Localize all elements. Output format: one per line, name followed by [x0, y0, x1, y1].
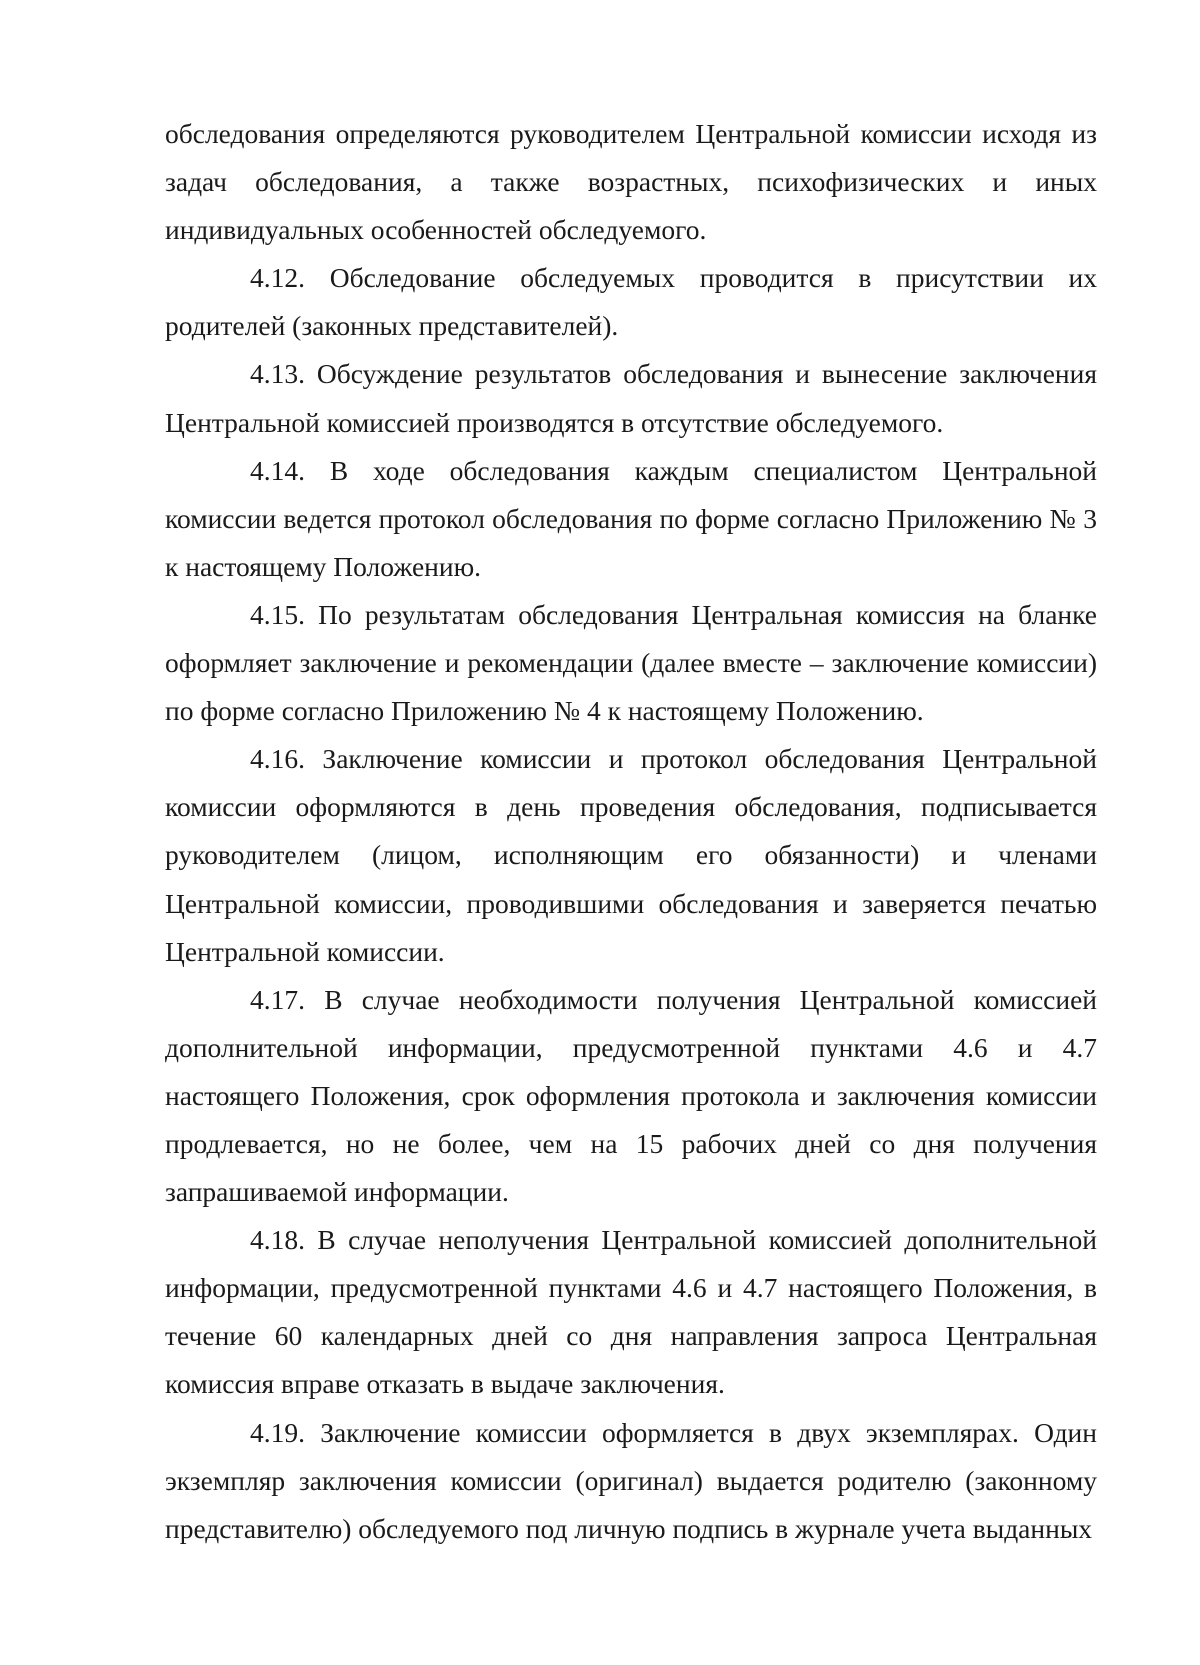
paragraph-4-17: 4.17. В случае необходимости получения Центральной комиссией дополнительной информации, предусмотренной пунктами 4.6 и 4.7 настоящего Положения, срок оформления протокола и заключения комиссии продлевается, но не более, чем на 15 рабочих дней со дня получения запрашиваемой информации. [165, 983, 1097, 1208]
document-body [165, 110, 1097, 1553]
paragraph-4-12: 4.12. Обследование обследуемых проводится в присутствии их родителей (законных представителей). [165, 262, 1097, 342]
paragraph-4-15: 4.15. По результатам обследования Центральная комиссия на бланке оформляет заключение и рекомендации (далее вместе – заключение комиссии) по форме согласно Приложению № 4 к настоящему Положению. [165, 598, 1097, 727]
paragraph-4-18: 4.18. В случае неполучения Центральной комиссией дополнительной информации, предусмотренной пунктами 4.6 и 4.7 настоящего Положения, в течение 60 календарных дней со дня направления запроса Центральная комиссия вправе отказать в выдаче заключения. [165, 1224, 1097, 1400]
paragraph-4-14: 4.14. В ходе обследования каждым специалистом Центральной комиссии ведется протокол обследования по форме согласно Приложению № 3 к настоящему Положению. [165, 454, 1097, 582]
paragraph-4-13: 4.13. Обсуждение результатов обследования и вынесение заключения Центральной комиссией производятся в отсутствие обследуемого. [165, 358, 1097, 438]
paragraph-4-16: 4.16. Заключение комиссии и протокол обследования Центральной комиссии оформляются в день проведения обследования, подписывается руководителем (лицом, исполняющим его обязанности) и членами Центральной комиссии, проводившими обследования и заверяется печатью Центральной комиссии. [165, 743, 1097, 967]
paragraph-continuation: обследования определяются руководителем Центральной комиссии исходя из задач обследования, а также возрастных, психофизических и иных индивидуальных особенностей обследуемого. [165, 118, 1097, 246]
paragraph-4-19: 4.19. Заключение комиссии оформляется в двух экземплярах. Один экземпляр заключения комиссии (оригинал) выдается родителю (законному представителю) обследуемого под личную подпись в журнале учета выданных [165, 1416, 1097, 1544]
